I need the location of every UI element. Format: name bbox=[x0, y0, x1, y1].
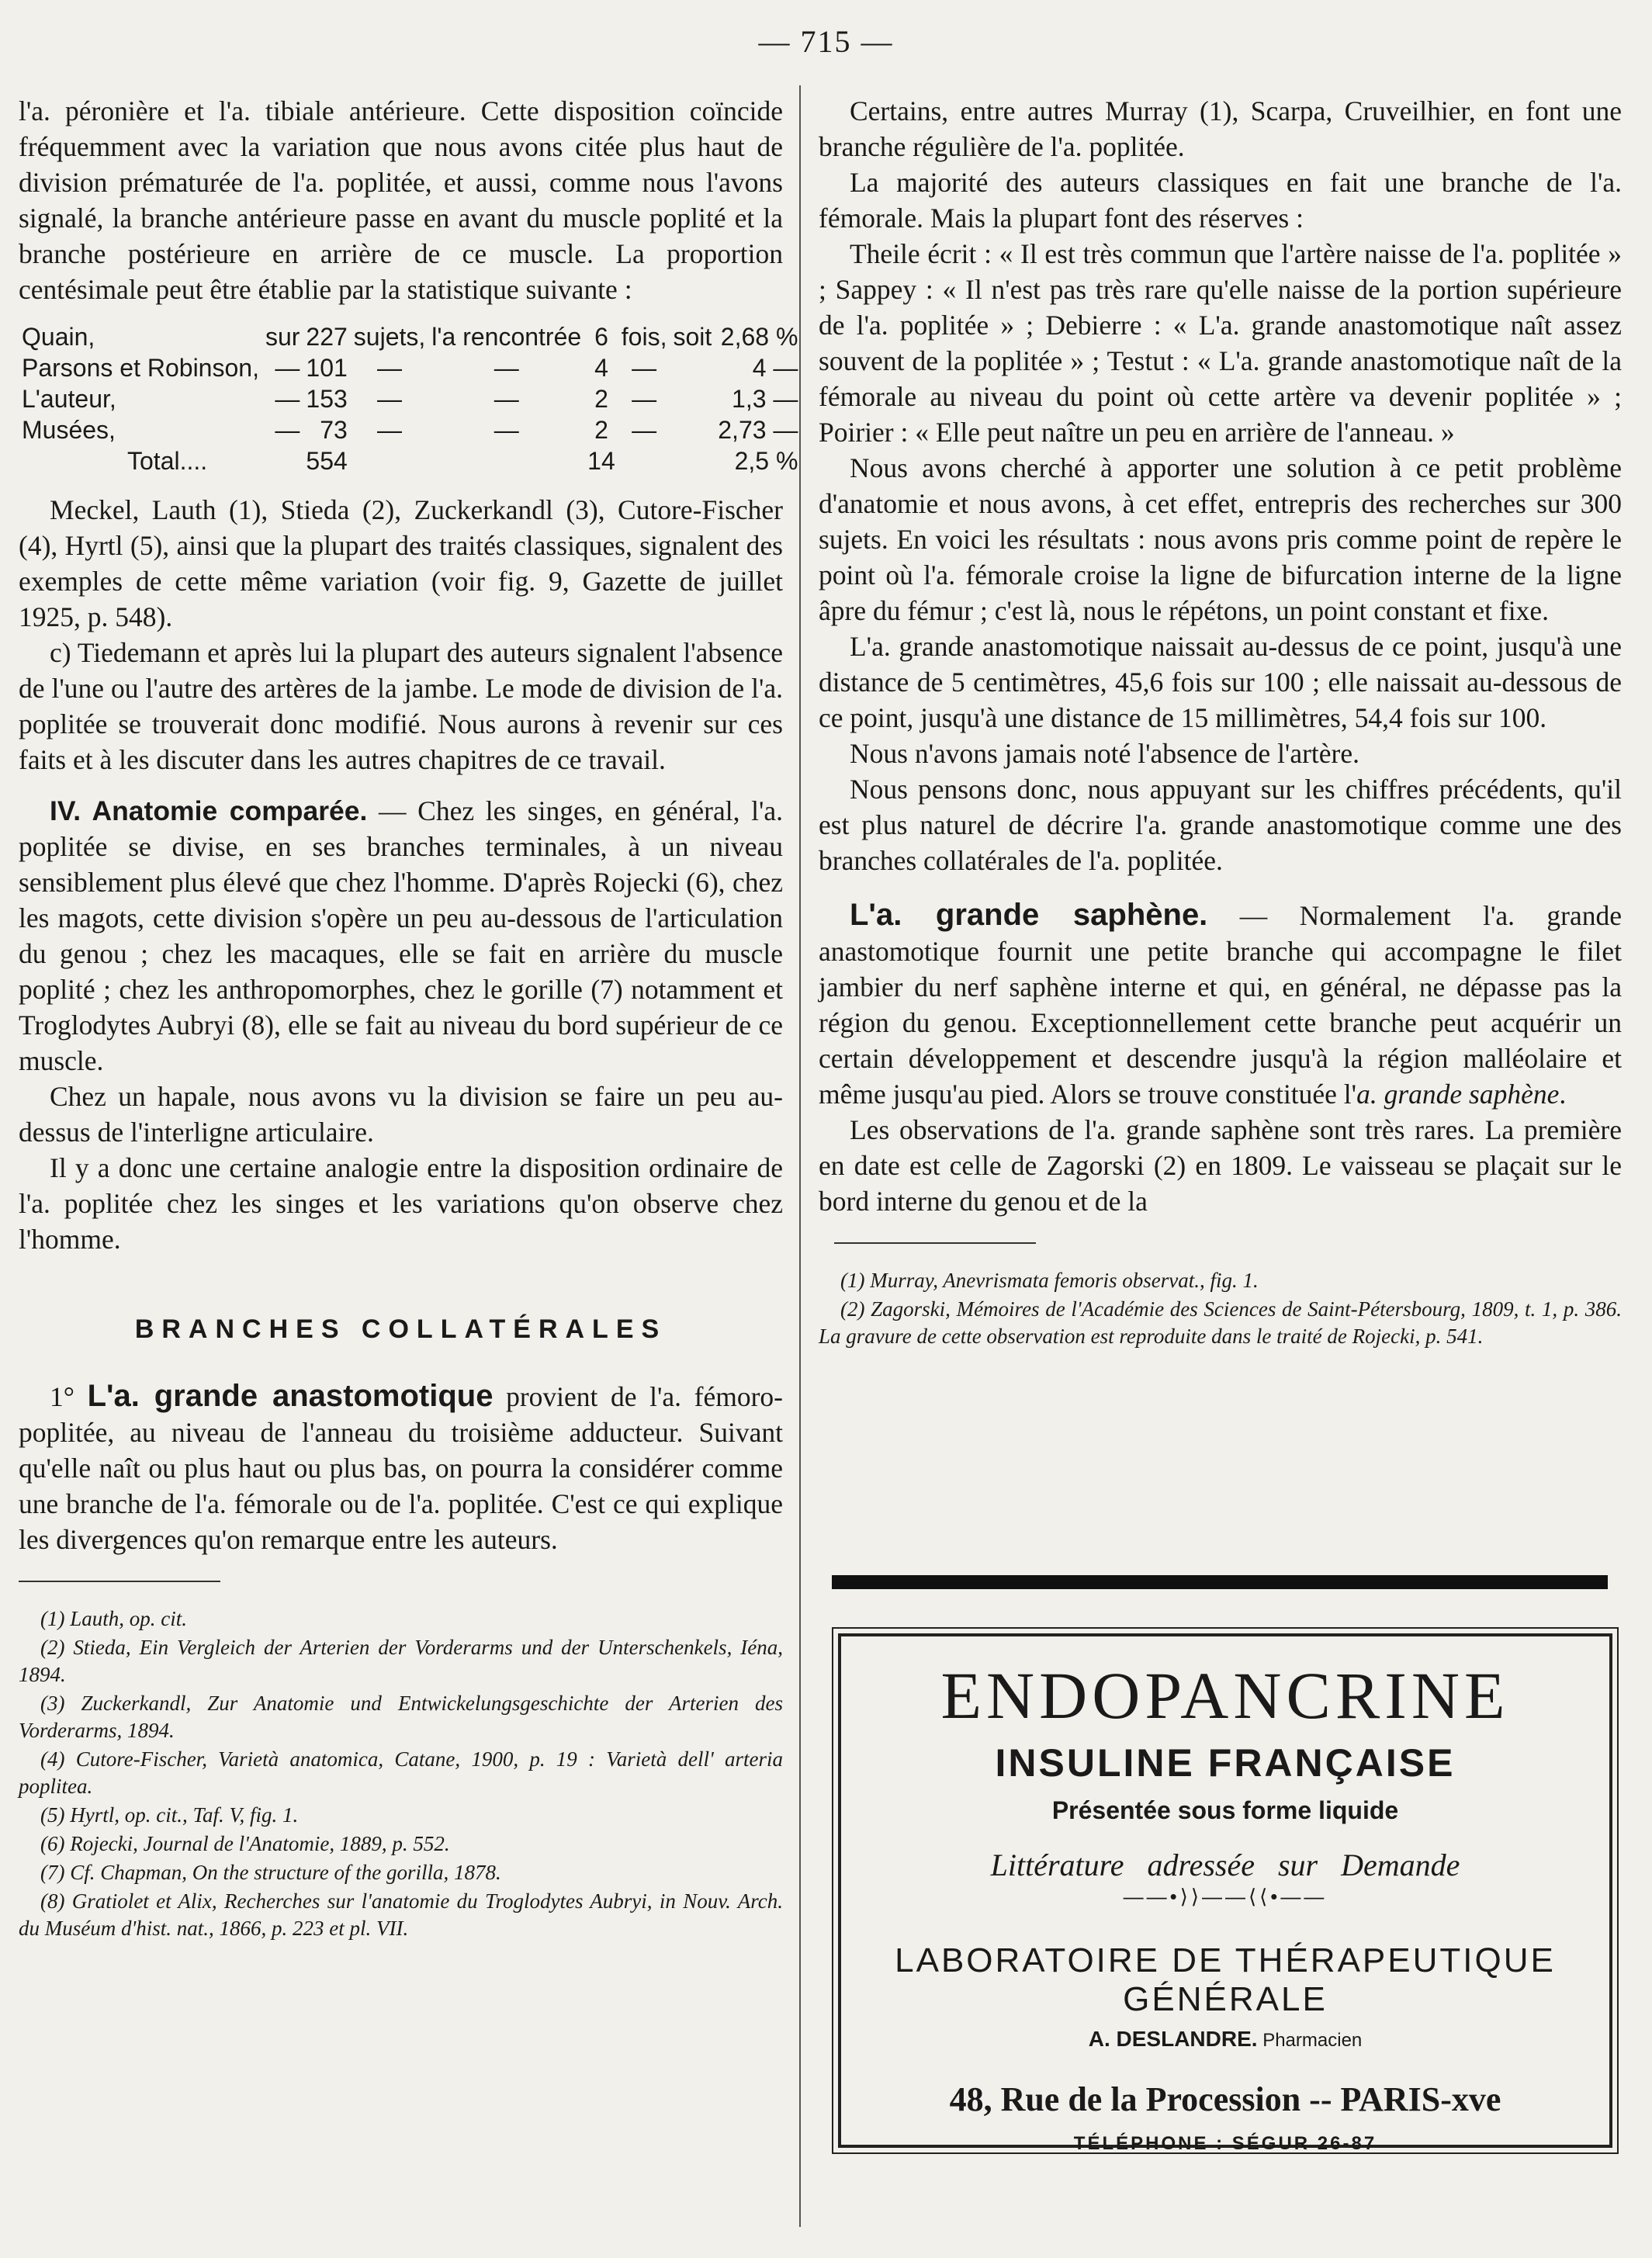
stat-prefix: sur bbox=[265, 323, 300, 351]
ad-pharmacist-name: A. DESLANDRE. bbox=[1088, 2027, 1258, 2051]
footnote-rule bbox=[834, 1242, 1036, 1244]
ornament-icon: ——•⟩⟩——⟨⟨•—— bbox=[1123, 1885, 1328, 1908]
statistics-row bbox=[19, 383, 801, 414]
ad-pharmacist-title: Pharmacien bbox=[1262, 2030, 1363, 2051]
stat-word: — bbox=[632, 416, 657, 444]
ad-brand: ENDOPANCRINE bbox=[940, 1658, 1510, 1733]
statistics-row bbox=[19, 321, 801, 352]
ad-subtitle: INSULINE FRANÇAISE bbox=[995, 1741, 1456, 1785]
stat-count: 6 bbox=[594, 323, 608, 351]
footnote: (1) Murray, Anevrismata femoris observat., fig. 1. bbox=[840, 1269, 1259, 1292]
paragraph: La majorité des auteurs classiques en fait une branche de l'a. fémorale. Mais la plupart font des réserves : bbox=[819, 167, 1622, 234]
stat-word: — bbox=[377, 385, 403, 413]
section-lead: IV. Anatomie comparée. bbox=[50, 795, 368, 826]
stat-percent: 1,3 — bbox=[732, 385, 798, 413]
statistics-table bbox=[19, 321, 801, 476]
ad-literature: Littérature adressée sur Demande bbox=[990, 1848, 1460, 1882]
ad-address: 48, Rue de la Procession -- PARIS-xve bbox=[949, 2080, 1501, 2118]
stat-prefix: — bbox=[275, 354, 300, 382]
stat-source: L'auteur, bbox=[22, 385, 116, 413]
paragraph-text: — Chez les singes, en général, l'a. poplitée se divise, en ses branches terminales, à un niveau sensiblement plus élevé que chez l'homme. D'après Rojecki (6), chez les magots, cette division s'opère un peu au-dessous de l'articulation du genou ; chez les macaques, elle se fait en arrière du muscle poplité ; chez les anthropomorphes, chez le gorille (7) notamment et Troglodytes Aubryi (8), elle se fait au niveau du bord supérieur de ce muscle. bbox=[19, 795, 783, 1076]
paragraph-italic: a. grande saphène bbox=[1356, 1079, 1560, 1110]
section-title: BRANCHES COLLATÉRALES bbox=[134, 1314, 667, 1344]
stat-word: — bbox=[494, 354, 519, 382]
stat-subjects: 101 bbox=[306, 354, 348, 382]
stat-word: — bbox=[377, 416, 403, 444]
footnote: (4) Cutore-Fischer, Varietà anatomica, Catane, 1900, p. 19 : Varietà dell' arteria poplitea. bbox=[19, 1747, 783, 1798]
paragraph-text: provient de l'a. fémoro-poplitée, au niveau de l'anneau du troisième adducteur. Suivant qu'elle naît ou plus haut ou plus bas, on pourra la considérer comme une branche de l'a. fémorale ou de l'a. poplitée. C'est ce qui explique les divergences qu'on remarque entre les auteurs. bbox=[19, 1381, 783, 1555]
paragraph: c) Tiedemann et après lui la plupart des auteurs signalent l'absence de l'une ou l'autre des artères de la jambe. Le mode de division de l'a. poplitée se trouverait donc modifié. Nous aurons à revenir sur ces faits et à les discuter dans les autres chapitres de ce travail. bbox=[19, 637, 783, 775]
footnote: (7) Cf. Chapman, On the structure of the gorilla, 1878. bbox=[40, 1861, 501, 1884]
page-number: — 715 — bbox=[758, 24, 894, 59]
stat-prefix: — bbox=[275, 416, 300, 444]
total-count: 14 bbox=[587, 447, 615, 475]
footnote: (2) Stieda, Ein Vergleich der Arterien der Vorderarms und der Unterschenkels, Iéna, 1894. bbox=[19, 1636, 783, 1686]
stat-word: — bbox=[632, 354, 657, 382]
stat-word bbox=[670, 352, 715, 383]
paragraph-text: . bbox=[1559, 1079, 1567, 1110]
advertisement-separator-bar bbox=[832, 1575, 1608, 1589]
stat-word: — bbox=[377, 354, 403, 382]
advertisement-box bbox=[838, 1633, 1612, 2154]
footnote-rule bbox=[19, 1581, 220, 1582]
statistics-row bbox=[19, 414, 801, 445]
paragraph: Certains, entre autres Murray (1), Scarpa, Cruveilhier, en font une branche régulière de l'a. poplitée. bbox=[819, 95, 1622, 162]
paragraph: l'a. péronière et l'a. tibiale antérieure. Cette disposition coïncide fréquemment avec la variation que nous avons citée plus haut de division prématurée de l'a. poplitée, et aussi, comme nous l'avons signalé, la branche antérieure passe en avant du muscle poplité et la branche postérieure en arrière de ce muscle. La proportion centésimale peut être établie par la statistique suivante : bbox=[19, 95, 783, 305]
stat-source: Quain, bbox=[22, 323, 95, 351]
footnote: (2) Zagorski, Mémoires de l'Académie des Sciences de Saint-Pétersbourg, 1809, t. 1, p. 386. La gravure de cette observation est reproduite dans le traité de Rojecki, p. 541. bbox=[819, 1297, 1622, 1348]
paragraph: Il y a donc une certaine analogie entre la disposition ordinaire de l'a. poplitée chez les singes et les variations qu'on observe chez l'homme. bbox=[19, 1152, 783, 1255]
left-column bbox=[19, 93, 798, 1944]
paragraph-grande-saphene bbox=[819, 897, 1622, 1112]
statistics-total-row bbox=[19, 445, 801, 476]
ad-form: Présentée sous forme liquide bbox=[1051, 1796, 1399, 1824]
total-subjects: 554 bbox=[306, 447, 348, 475]
paragraph: Meckel, Lauth (1), Stieda (2), Zuckerkandl (3), Cutore-Fischer (4), Hyrtl (5), ainsi que la plupart des traités classiques, signalent des exemples de cette même variation (voir fig. 9, Gazette de juillet 1925, p. 548). bbox=[19, 494, 783, 632]
stat-subjects: 227 bbox=[306, 323, 348, 351]
paragraph: Nous avons cherché à apporter une solution à ce petit problème d'anatomie et nous avons, à cet effet, entrepris des recherches sur 300 sujets. En voici les résultats : nous avons pris comme point de repère le point où l'a. fémorale croise la ligne de bifurcation interne de la ligne âpre du fémur ; c'est là, nous le répétons, un point constant et fixe. bbox=[819, 452, 1622, 626]
section-lead: L'a. grande anastomotique bbox=[87, 1379, 494, 1413]
ad-phone: TÉLÉPHONE : SÉGUR 26-87 bbox=[1073, 2133, 1377, 2154]
footnote: (8) Gratiolet et Alix, Recherches sur l'anatomie du Troglodytes Aubryi, in Nouv. Arch. du Muséum d'hist. nat., 1866, p. 223 et pl. VII. bbox=[19, 1889, 783, 1940]
footnotes-left bbox=[19, 1605, 783, 1942]
stat-source: Musées, bbox=[22, 416, 116, 444]
total-label: Total.... bbox=[127, 447, 208, 475]
footnote: (3) Zuckerkandl, Zur Anatomie und Entwickelungsgeschichte der Arterien des Vorderarms, 1894. bbox=[19, 1692, 783, 1742]
stat-word: — bbox=[632, 385, 657, 413]
section-lead: L'a. grande saphène. bbox=[850, 898, 1208, 932]
ad-pharmacist bbox=[841, 2027, 1609, 2052]
stat-count: 2 bbox=[594, 385, 608, 413]
footnote: (6) Rojecki, Journal de l'Anatomie, 1889, p. 552. bbox=[40, 1832, 450, 1855]
paragraph-text: — Normalement l'a. grande anastomotique fournit une petite branche qui accompagne le filet jambier du nerf saphène interne et qui, en général, ne dépasse pas la région du genou. Exceptionnellement cette branche peut acquérir un certain développement et descendre jusqu'à la région malléolaire et même jusqu'au pied. Alors se trouve constituée l' bbox=[819, 900, 1622, 1110]
stat-word: fois, bbox=[621, 323, 667, 351]
stat-subjects: 153 bbox=[306, 385, 348, 413]
paragraph-comparative-anatomy bbox=[19, 793, 783, 1079]
total-percent: 2,5 % bbox=[734, 447, 798, 475]
statistics-row bbox=[19, 352, 801, 383]
item-number: 1° bbox=[50, 1381, 74, 1412]
right-column bbox=[819, 93, 1622, 1352]
paragraph: Les observations de l'a. grande saphène sont très rares. La première en date est celle de Zagorski (2) en 1809. Le vaisseau se plaçait sur le bord interne du genou et de la bbox=[819, 1114, 1622, 1217]
stat-word: sujets, bbox=[353, 323, 426, 351]
stat-word: l'a rencontrée bbox=[431, 323, 582, 351]
stat-prefix: — bbox=[275, 385, 300, 413]
footnotes-right bbox=[819, 1267, 1622, 1350]
stat-subjects: 73 bbox=[320, 416, 348, 444]
stat-source: Parsons et Robinson, bbox=[22, 354, 259, 382]
stat-word bbox=[670, 414, 715, 445]
paragraph: Chez un hapale, nous avons vu la division se faire un peu au-dessus de l'interligne articulaire. bbox=[19, 1081, 783, 1148]
footnote: (5) Hyrtl, op. cit., Taf. V, fig. 1. bbox=[40, 1803, 299, 1827]
stat-word: — bbox=[494, 385, 519, 413]
stat-word bbox=[670, 383, 715, 414]
stat-word: soit bbox=[673, 323, 712, 351]
paragraph: Nous n'avons jamais noté l'absence de l'artère. bbox=[850, 738, 1359, 769]
paragraph: Nous pensons donc, nous appuyant sur les chiffres précédents, qu'il est plus naturel de décrire l'a. grande anastomotique comme une des branches collatérales de l'a. poplitée. bbox=[819, 774, 1622, 876]
paragraph: L'a. grande anastomotique naissait au-dessus de ce point, jusqu'à une distance de 5 centimètres, 45,6 fois sur 100 ; elle naissait au-dessous de ce point, jusqu'à une distance de 15 millimètres, 54,4 fois sur 100. bbox=[819, 631, 1622, 733]
paragraph-grande-anastomotique bbox=[19, 1378, 783, 1557]
paragraph: Theile écrit : « Il est très commun que l'artère naisse de l'a. poplitée » ; Sappey : « Il n'est pas très rare qu'elle naisse de la portion supérieure de l'a. poplitée » ; Debierre : « L'a. grande anastomotique naît assez souvent de la poplitée » ; Testut : « L'a. grande anastomotique naît de la fémorale au niveau du point où cette artère va devenir poplitée » ; Poirier : « Elle peut naître un peu en arrière de l'anneau. » bbox=[819, 238, 1622, 448]
stat-percent: 2,68 % bbox=[720, 323, 798, 351]
stat-count: 2 bbox=[594, 416, 608, 444]
stat-word: — bbox=[494, 416, 519, 444]
stat-percent: 2,73 — bbox=[718, 416, 798, 444]
ad-laboratory: LABORATOIRE DE THÉRAPEUTIQUE GÉNÉRALE bbox=[895, 1941, 1556, 2018]
stat-percent: 4 — bbox=[752, 354, 798, 382]
footnote: (1) Lauth, op. cit. bbox=[40, 1607, 187, 1630]
stat-count: 4 bbox=[594, 354, 608, 382]
